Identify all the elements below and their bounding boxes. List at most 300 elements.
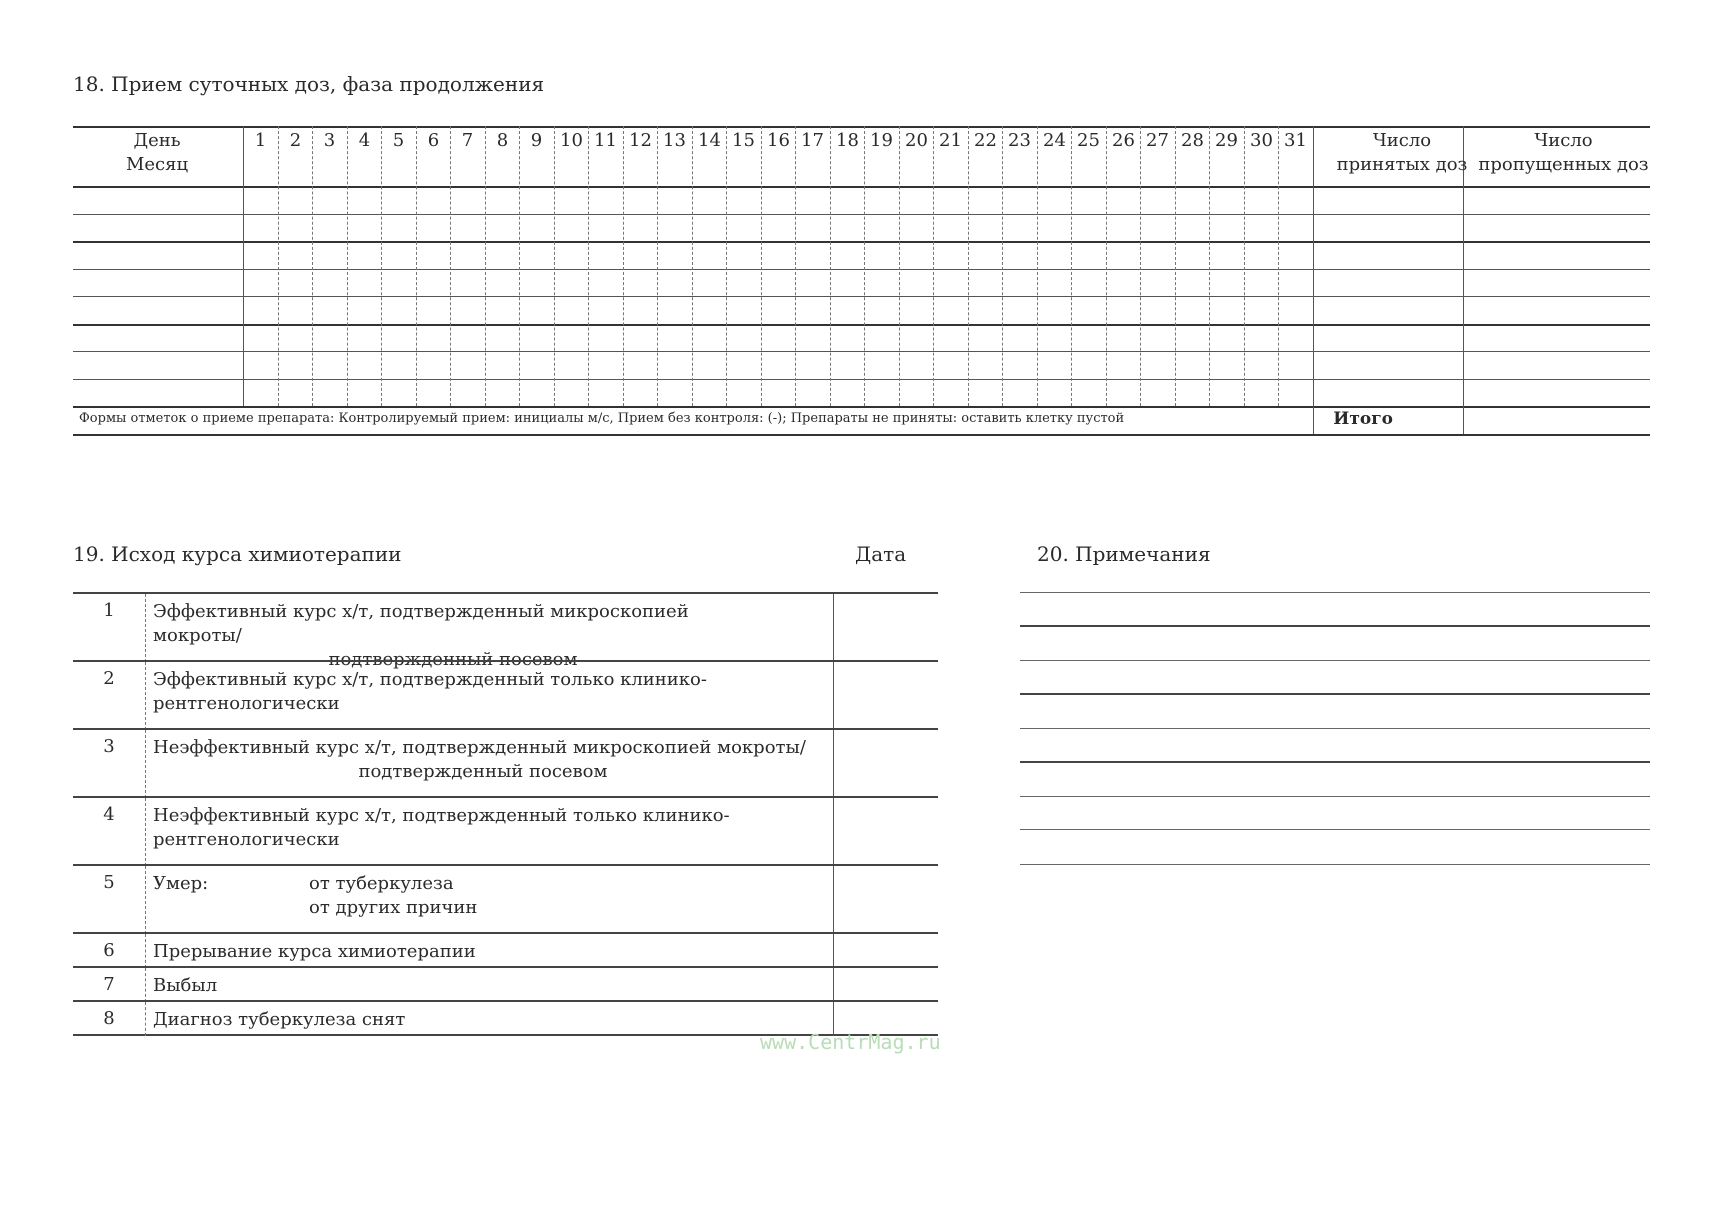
grid-row-line (73, 126, 1650, 128)
row-text-line2: рентгенологически (153, 693, 340, 714)
dose-cell[interactable] (727, 352, 760, 378)
dose-cell[interactable] (1279, 352, 1312, 378)
dose-cell[interactable] (1176, 270, 1209, 296)
dose-cell[interactable] (693, 297, 726, 323)
dose-cell[interactable] (417, 187, 450, 213)
dose-cell[interactable] (1003, 297, 1036, 323)
dose-cell[interactable] (762, 270, 795, 296)
dose-cell[interactable] (313, 187, 346, 213)
dose-cell[interactable] (969, 215, 1002, 241)
row-text: Диагноз туберкулеза снят (153, 1009, 406, 1030)
dose-cell[interactable] (1245, 297, 1278, 323)
dose-cell[interactable] (382, 242, 415, 268)
day-number: 15 (732, 130, 755, 151)
dose-cell[interactable] (1107, 352, 1140, 378)
dose-cell[interactable] (1176, 325, 1209, 351)
dose-cell[interactable] (865, 215, 898, 241)
dose-cell[interactable] (658, 187, 691, 213)
row-text (153, 804, 753, 852)
dose-cell[interactable] (382, 380, 415, 406)
dose-cell[interactable] (1072, 242, 1105, 268)
dose-cell[interactable] (244, 352, 277, 378)
dose-cell[interactable] (451, 270, 484, 296)
dose-cell[interactable] (1107, 297, 1140, 323)
dose-cell[interactable] (865, 270, 898, 296)
dose-cell[interactable] (900, 187, 933, 213)
dose-cell[interactable] (831, 297, 864, 323)
dose-cell[interactable] (486, 380, 519, 406)
day-number: 25 (1077, 130, 1100, 151)
dose-cell[interactable] (555, 215, 588, 241)
dose-cell[interactable] (1038, 325, 1071, 351)
dose-cell[interactable] (348, 380, 381, 406)
note-line[interactable] (1020, 592, 1650, 593)
dose-cell[interactable] (762, 215, 795, 241)
dose-cell[interactable] (624, 325, 657, 351)
dose-cell[interactable] (486, 270, 519, 296)
outcome-table (73, 592, 938, 1038)
note-line[interactable] (1020, 761, 1650, 763)
dose-cell[interactable] (313, 380, 346, 406)
dose-cell[interactable] (417, 352, 450, 378)
dose-cell[interactable] (451, 215, 484, 241)
day-number: 27 (1146, 130, 1169, 151)
dose-cell[interactable] (589, 242, 622, 268)
dose-cell[interactable] (1210, 270, 1243, 296)
dose-cell[interactable] (727, 380, 760, 406)
dose-cell[interactable] (1038, 215, 1071, 241)
dose-cell[interactable] (624, 380, 657, 406)
dose-cell[interactable] (1141, 325, 1174, 351)
note-line[interactable] (1020, 829, 1650, 830)
dose-cell[interactable] (727, 297, 760, 323)
dose-cell[interactable] (313, 325, 346, 351)
dose-cell[interactable] (244, 297, 277, 323)
dose-cell[interactable] (1245, 352, 1278, 378)
dose-cell[interactable] (417, 215, 450, 241)
dose-cell[interactable] (555, 187, 588, 213)
header-missed-line2: пропущенных доз (1478, 154, 1649, 175)
dose-cell[interactable] (1210, 215, 1243, 241)
dose-cell[interactable] (313, 297, 346, 323)
dose-cell[interactable] (658, 380, 691, 406)
dose-cell[interactable] (1038, 297, 1071, 323)
dose-cell[interactable] (1141, 297, 1174, 323)
note-line[interactable] (1020, 625, 1650, 627)
dose-cell[interactable] (762, 352, 795, 378)
dose-cell[interactable] (1141, 380, 1174, 406)
dose-cell[interactable] (382, 352, 415, 378)
dose-cell[interactable] (796, 270, 829, 296)
dose-cell[interactable] (900, 242, 933, 268)
dose-cell[interactable] (313, 352, 346, 378)
header-day-month (73, 129, 241, 177)
dose-cell[interactable] (520, 242, 553, 268)
dose-cell[interactable] (1210, 325, 1243, 351)
dose-cell[interactable] (520, 380, 553, 406)
dose-cell[interactable] (1038, 352, 1071, 378)
day-number: 10 (560, 130, 583, 151)
dose-cell[interactable] (693, 380, 726, 406)
dose-cell[interactable] (1072, 380, 1105, 406)
dose-cell[interactable] (1003, 270, 1036, 296)
dose-cell[interactable] (348, 270, 381, 296)
dose-cell[interactable] (348, 297, 381, 323)
dose-cell[interactable] (1141, 215, 1174, 241)
dose-cell[interactable] (969, 270, 1002, 296)
row-number: 6 (103, 940, 115, 961)
dose-cell[interactable] (969, 352, 1002, 378)
dose-cell[interactable] (417, 380, 450, 406)
daily-dose-table (73, 126, 1650, 434)
dose-cell[interactable] (796, 325, 829, 351)
day-number: 18 (836, 130, 859, 151)
note-line[interactable] (1020, 796, 1650, 797)
dose-cell[interactable] (727, 325, 760, 351)
dose-cell[interactable] (624, 297, 657, 323)
dose-cell[interactable] (589, 352, 622, 378)
dose-cell[interactable] (313, 215, 346, 241)
dose-cell[interactable] (520, 215, 553, 241)
row-text-cause1: от туберкулеза (309, 873, 454, 894)
dose-cell[interactable] (244, 242, 277, 268)
dose-cell[interactable] (658, 297, 691, 323)
dose-cell[interactable] (1176, 242, 1209, 268)
dose-cell[interactable] (520, 352, 553, 378)
dose-cell[interactable] (969, 242, 1002, 268)
note-line[interactable] (1020, 728, 1650, 729)
dose-cell[interactable] (486, 352, 519, 378)
total-label: Итого (1333, 409, 1393, 429)
row-text-line1: Умер: (153, 873, 209, 894)
section-18-title: 18. Прием суточных доз, фаза продолжения (73, 72, 545, 96)
dose-cell[interactable] (279, 270, 312, 296)
dose-cell[interactable] (486, 325, 519, 351)
day-number: 28 (1181, 130, 1204, 151)
dose-cell[interactable] (1210, 242, 1243, 268)
row-text (153, 668, 753, 716)
dose-cell[interactable] (796, 380, 829, 406)
dose-cell[interactable] (762, 242, 795, 268)
dose-cell[interactable] (1003, 215, 1036, 241)
dose-cell[interactable] (313, 270, 346, 296)
dose-cell[interactable] (520, 270, 553, 296)
section-19-title: 19. Исход курса химиотерапии (73, 542, 402, 566)
dose-cell[interactable] (624, 215, 657, 241)
dose-cell[interactable] (589, 325, 622, 351)
dose-cell[interactable] (624, 352, 657, 378)
dose-cell[interactable] (934, 270, 967, 296)
dose-cell[interactable] (1176, 297, 1209, 323)
dose-cell[interactable] (1176, 187, 1209, 213)
dose-cell[interactable] (796, 352, 829, 378)
dose-cell[interactable] (520, 325, 553, 351)
dose-cell[interactable] (727, 242, 760, 268)
dose-cell[interactable] (279, 187, 312, 213)
dose-cell[interactable] (1176, 215, 1209, 241)
dose-cell[interactable] (589, 215, 622, 241)
dose-cell[interactable] (1176, 352, 1209, 378)
dose-cell[interactable] (865, 352, 898, 378)
dose-cell[interactable] (1107, 215, 1140, 241)
dose-cell[interactable] (762, 187, 795, 213)
dose-cell[interactable] (555, 380, 588, 406)
dose-cell[interactable] (1279, 187, 1312, 213)
dose-cell[interactable] (244, 215, 277, 241)
dose-cell[interactable] (934, 187, 967, 213)
dose-cell[interactable] (589, 270, 622, 296)
dose-cell[interactable] (279, 352, 312, 378)
row-number: 7 (103, 974, 115, 995)
dose-cell[interactable] (1107, 187, 1140, 213)
dose-cell[interactable] (279, 380, 312, 406)
day-number: 29 (1215, 130, 1238, 151)
row-number: 2 (103, 668, 115, 689)
dose-cell[interactable] (279, 215, 312, 241)
day-number: 6 (427, 130, 440, 151)
dose-cell[interactable] (1210, 297, 1243, 323)
dose-cell[interactable] (451, 297, 484, 323)
dose-cell[interactable] (348, 352, 381, 378)
header-month: Месяц (125, 154, 189, 175)
note-line[interactable] (1020, 693, 1650, 695)
dose-cell[interactable] (1279, 242, 1312, 268)
dose-cell[interactable] (1072, 325, 1105, 351)
dose-cell[interactable] (555, 242, 588, 268)
dose-cell[interactable] (1210, 380, 1243, 406)
dose-cell[interactable] (1141, 270, 1174, 296)
dose-cell[interactable] (279, 297, 312, 323)
dose-cell[interactable] (865, 242, 898, 268)
dose-cell[interactable] (796, 187, 829, 213)
dose-cell[interactable] (1107, 270, 1140, 296)
dose-cell[interactable] (865, 187, 898, 213)
dose-cell[interactable] (1141, 352, 1174, 378)
dose-cell[interactable] (831, 242, 864, 268)
dose-cell[interactable] (417, 270, 450, 296)
dose-cell[interactable] (693, 352, 726, 378)
outcome-row (73, 932, 938, 966)
dose-cell[interactable] (1176, 380, 1209, 406)
dose-cell[interactable] (486, 297, 519, 323)
dose-cell[interactable] (865, 297, 898, 323)
day-number: 2 (289, 130, 302, 151)
dose-cell[interactable] (520, 187, 553, 213)
row-number: 5 (103, 872, 115, 893)
dose-cell[interactable] (762, 297, 795, 323)
dose-cell[interactable] (451, 242, 484, 268)
dose-cell[interactable] (382, 325, 415, 351)
dose-cell[interactable] (624, 270, 657, 296)
dose-cell[interactable] (1107, 242, 1140, 268)
dose-cell[interactable] (934, 215, 967, 241)
dose-cell[interactable] (1245, 325, 1278, 351)
dose-cell[interactable] (555, 270, 588, 296)
dose-cell[interactable] (1038, 380, 1071, 406)
dose-cell[interactable] (624, 242, 657, 268)
dose-cell[interactable] (313, 242, 346, 268)
day-number: 1 (254, 130, 267, 151)
dose-cell[interactable] (831, 187, 864, 213)
dose-cell[interactable] (555, 352, 588, 378)
day-number: 3 (323, 130, 336, 151)
dose-cell[interactable] (934, 380, 967, 406)
dose-cell[interactable] (1245, 187, 1278, 213)
dose-cell[interactable] (693, 242, 726, 268)
dose-cell[interactable] (1245, 215, 1278, 241)
dose-cell[interactable] (1003, 242, 1036, 268)
dose-cell[interactable] (486, 187, 519, 213)
dose-cell[interactable] (934, 297, 967, 323)
dose-cell[interactable] (934, 352, 967, 378)
dose-cell[interactable] (900, 297, 933, 323)
dose-cell[interactable] (900, 215, 933, 241)
dose-cell[interactable] (279, 325, 312, 351)
dose-cell[interactable] (1245, 242, 1278, 268)
dose-cell[interactable] (969, 325, 1002, 351)
dose-cell[interactable] (555, 297, 588, 323)
dose-cell[interactable] (900, 352, 933, 378)
dose-cell[interactable] (1141, 242, 1174, 268)
dose-cell[interactable] (727, 187, 760, 213)
dose-cell[interactable] (900, 270, 933, 296)
dose-cell[interactable] (1072, 270, 1105, 296)
dose-cell[interactable] (796, 242, 829, 268)
outcome-row (73, 728, 938, 796)
dose-cell[interactable] (658, 352, 691, 378)
dose-cell[interactable] (796, 215, 829, 241)
dose-cell[interactable] (348, 325, 381, 351)
dose-cell[interactable] (727, 270, 760, 296)
dose-cell[interactable] (382, 215, 415, 241)
grid-column-line (1313, 126, 1314, 434)
dose-cell[interactable] (417, 242, 450, 268)
dose-cell[interactable] (900, 325, 933, 351)
dose-cell[interactable] (1210, 187, 1243, 213)
dose-cell[interactable] (589, 187, 622, 213)
dose-cell[interactable] (831, 325, 864, 351)
dose-cell[interactable] (417, 297, 450, 323)
dose-cell[interactable] (555, 325, 588, 351)
note-line[interactable] (1020, 660, 1650, 661)
day-number: 30 (1250, 130, 1273, 151)
dose-cell[interactable] (1038, 270, 1071, 296)
dose-cell[interactable] (969, 187, 1002, 213)
dose-cell[interactable] (1107, 325, 1140, 351)
dose-cell[interactable] (1003, 380, 1036, 406)
dose-cell[interactable] (1141, 187, 1174, 213)
row-text-line2: подтвержденный посевом (328, 649, 578, 670)
dose-cell[interactable] (520, 297, 553, 323)
dose-cell[interactable] (1279, 380, 1312, 406)
dose-cell[interactable] (762, 380, 795, 406)
dose-cell[interactable] (1003, 325, 1036, 351)
dose-cell[interactable] (831, 270, 864, 296)
dose-cell[interactable] (1072, 215, 1105, 241)
dose-cell[interactable] (865, 325, 898, 351)
dose-cell[interactable] (451, 380, 484, 406)
dose-cell[interactable] (382, 297, 415, 323)
dose-cell[interactable] (244, 187, 277, 213)
dose-cell[interactable] (244, 380, 277, 406)
dose-cell[interactable] (1210, 352, 1243, 378)
dose-cell[interactable] (1279, 297, 1312, 323)
dose-cell[interactable] (486, 242, 519, 268)
dose-cell[interactable] (900, 380, 933, 406)
dose-cell[interactable] (831, 215, 864, 241)
dose-cell[interactable] (658, 325, 691, 351)
dose-cell[interactable] (658, 242, 691, 268)
dose-cell[interactable] (244, 325, 277, 351)
section-20-title: 20. Примечания (1037, 542, 1211, 566)
dose-cell[interactable] (831, 352, 864, 378)
dose-cell[interactable] (1038, 242, 1071, 268)
dose-cell[interactable] (1107, 380, 1140, 406)
dose-cell[interactable] (382, 187, 415, 213)
dose-cell[interactable] (1072, 297, 1105, 323)
dose-cell[interactable] (693, 215, 726, 241)
dose-cell[interactable] (693, 325, 726, 351)
dose-cell[interactable] (1072, 352, 1105, 378)
dose-cell[interactable] (831, 380, 864, 406)
dose-cell[interactable] (624, 187, 657, 213)
dose-cell[interactable] (451, 187, 484, 213)
dose-cell[interactable] (451, 352, 484, 378)
day-number: 11 (594, 130, 617, 151)
dose-cell[interactable] (348, 187, 381, 213)
dose-cell[interactable] (279, 242, 312, 268)
dose-cell[interactable] (1279, 215, 1312, 241)
dose-cell[interactable] (1038, 187, 1071, 213)
dose-cell[interactable] (589, 380, 622, 406)
day-number: 16 (767, 130, 790, 151)
dose-cell[interactable] (451, 325, 484, 351)
dose-cell[interactable] (693, 270, 726, 296)
dose-cell[interactable] (865, 380, 898, 406)
header-missed-doses (1477, 129, 1650, 177)
dose-cell[interactable] (1245, 380, 1278, 406)
dose-cell[interactable] (1072, 187, 1105, 213)
dose-cell[interactable] (589, 297, 622, 323)
dose-cell[interactable] (1003, 187, 1036, 213)
dose-cell[interactable] (934, 242, 967, 268)
dose-cell[interactable] (348, 215, 381, 241)
dose-cell[interactable] (658, 270, 691, 296)
dose-cell[interactable] (762, 325, 795, 351)
dose-cell[interactable] (658, 215, 691, 241)
dose-cell[interactable] (417, 325, 450, 351)
dose-cell[interactable] (1279, 325, 1312, 351)
dose-cell[interactable] (348, 242, 381, 268)
dose-cell[interactable] (1279, 270, 1312, 296)
dose-cell[interactable] (727, 215, 760, 241)
dose-cell[interactable] (693, 187, 726, 213)
day-number: 8 (496, 130, 509, 151)
dose-cell[interactable] (1003, 352, 1036, 378)
row-text-line1: Неэффективный курс х/т, подтвержденный только клинико- (153, 805, 730, 826)
dose-cell[interactable] (796, 297, 829, 323)
day-number: 21 (939, 130, 962, 151)
dose-cell[interactable] (934, 325, 967, 351)
dose-cell[interactable] (969, 380, 1002, 406)
dose-cell[interactable] (486, 215, 519, 241)
row-text-line1: Эффективный курс х/т, подтвержденный только клинико- (153, 669, 707, 690)
dose-cell[interactable] (1245, 270, 1278, 296)
note-line[interactable] (1020, 864, 1650, 865)
dose-cell[interactable] (244, 270, 277, 296)
dose-cell[interactable] (969, 297, 1002, 323)
dose-cell[interactable] (382, 270, 415, 296)
